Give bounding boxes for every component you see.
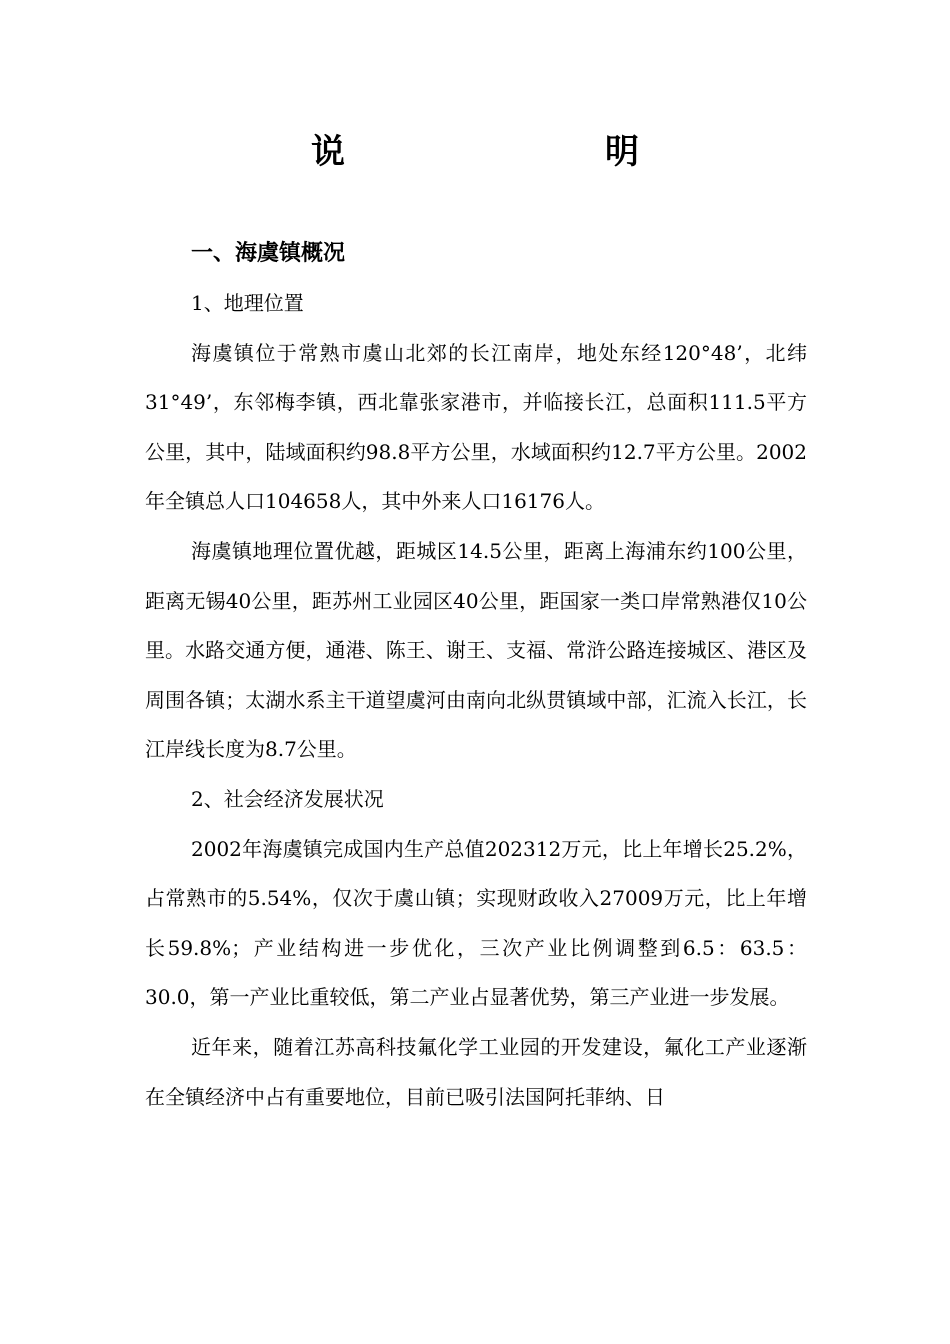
subsection-heading-geography: 1、地理位置 xyxy=(191,291,304,315)
paragraph: 海虞镇地理位置优越，距城区14.5公里，距离上海浦东约100公里，距离无锡40公里，距苏州工业园区40公里，距国家一类口岸常熟港仅10公里。水路交通方便，通港、陈王、谢王、支福、常浒公路连接城区、港区及周围各镇；太湖水系主干道望虞河由南向北纵贯镇域中部，汇流入长江，长江岸线长度为8.7公里。 xyxy=(145,538,807,762)
section-heading: 一、海虞镇概况 xyxy=(191,241,346,266)
paragraph: 近年来，随着江苏高科技氟化学工业园的开发建设，氟化工产业逐渐在全镇经济中占有重要地位，目前已吸引法国阿托菲纳、日 xyxy=(145,1034,807,1109)
document-title: 说 明 xyxy=(311,132,703,172)
paragraph: 2002年海虞镇完成国内生产总值202312万元，比上年增长25.2%，占常熟市的5.54%，仅次于虞山镇；实现财政收入27009万元，比上年增长59.8%；产业结构进一步优化，三次产业比例调整到6.5：63.5：30.0，第一产业比重较低，第二产业占显著优势，第三产业进一步发展。 xyxy=(145,836,807,1010)
subsection-heading-economy: 2、社会经济发展状况 xyxy=(191,786,384,811)
paragraph: 海虞镇位于常熟市虞山北郊的长江南岸，地处东经120°48’，北纬31°49’，东邻梅李镇，西北靠张家港市，并临接长江，总面积111.5平方公里，其中，陆域面积约98.8平方公里，水域面积约12.7平方公里。2002年全镇总人口104658人，其中外来人口16176人。 xyxy=(145,340,807,514)
document-body xyxy=(145,229,807,1122)
